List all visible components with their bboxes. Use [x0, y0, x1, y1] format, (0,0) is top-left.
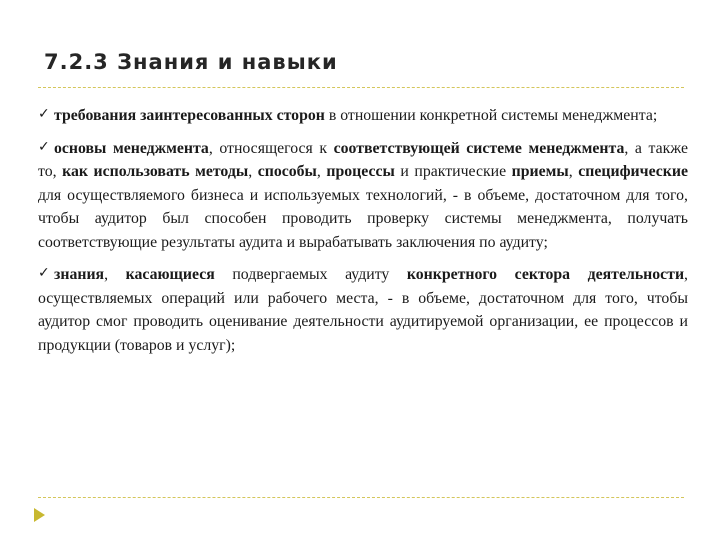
item-2-run-11: приемы [511, 163, 569, 180]
triangle-arrow-icon [34, 508, 45, 522]
item-2-run-3: соответствующей системе менеджмента [333, 139, 625, 157]
item-3-run-3: касающиеся [125, 266, 215, 283]
item-2-run-10: и практические [394, 163, 512, 180]
bullet-list [38, 104, 688, 366]
list-item [38, 137, 688, 255]
top-dashed-divider [38, 87, 684, 88]
item-3-run-6: , осуществляемых операций или рабочего места, - в объеме, достаточном для того, чтобы аудитор смог проводить оценивание деятельности аудитируемой организации, ее процессов и продукции (товаров и услуг); [38, 266, 688, 354]
list-item [38, 104, 688, 128]
item-2-run-5: как использовать методы [62, 163, 249, 180]
item-3-run-2: , [104, 266, 126, 283]
item-2-run-4: , а также то, [38, 139, 688, 180]
check-mark-icon: ✓ [38, 106, 50, 122]
list-item [38, 263, 688, 357]
item-1-run-1: требования заинтересованных сторон [54, 107, 325, 124]
item-2-run-13: специфические [578, 163, 688, 180]
item-2-run-14: для осуществляемого бизнеса и используемых технологий, - в объеме, достаточном для того, чтобы аудитор был способен проводить проверку системы менеджмента, получать соответствующие результаты аудита и вырабатывать заключения по аудиту; [38, 186, 688, 251]
item-3-run-5: конкретного сектора деятельности [406, 266, 685, 283]
item-3-run-4: подвергаемых аудиту [214, 266, 407, 283]
bottom-dashed-divider [38, 497, 684, 498]
item-3-run-1: знания [54, 266, 105, 283]
item-2-run-7: способы [257, 163, 317, 180]
item-2-run-12: , [568, 163, 579, 180]
item-2-run-2: , относящегося к [208, 139, 334, 157]
slide-title: 7.2.3 Знания и навыки [44, 50, 338, 74]
check-mark-icon: ✓ [38, 265, 50, 281]
item-1-run-2: в отношении конкретной системы менеджмента; [324, 107, 658, 124]
item-2-run-9: процессы [326, 163, 395, 180]
check-mark-icon: ✓ [38, 138, 50, 155]
item-2-run-8: , [316, 163, 327, 180]
item-2-run-6: , [248, 163, 258, 180]
item-2-run-1: основы менеджмента [54, 139, 209, 157]
